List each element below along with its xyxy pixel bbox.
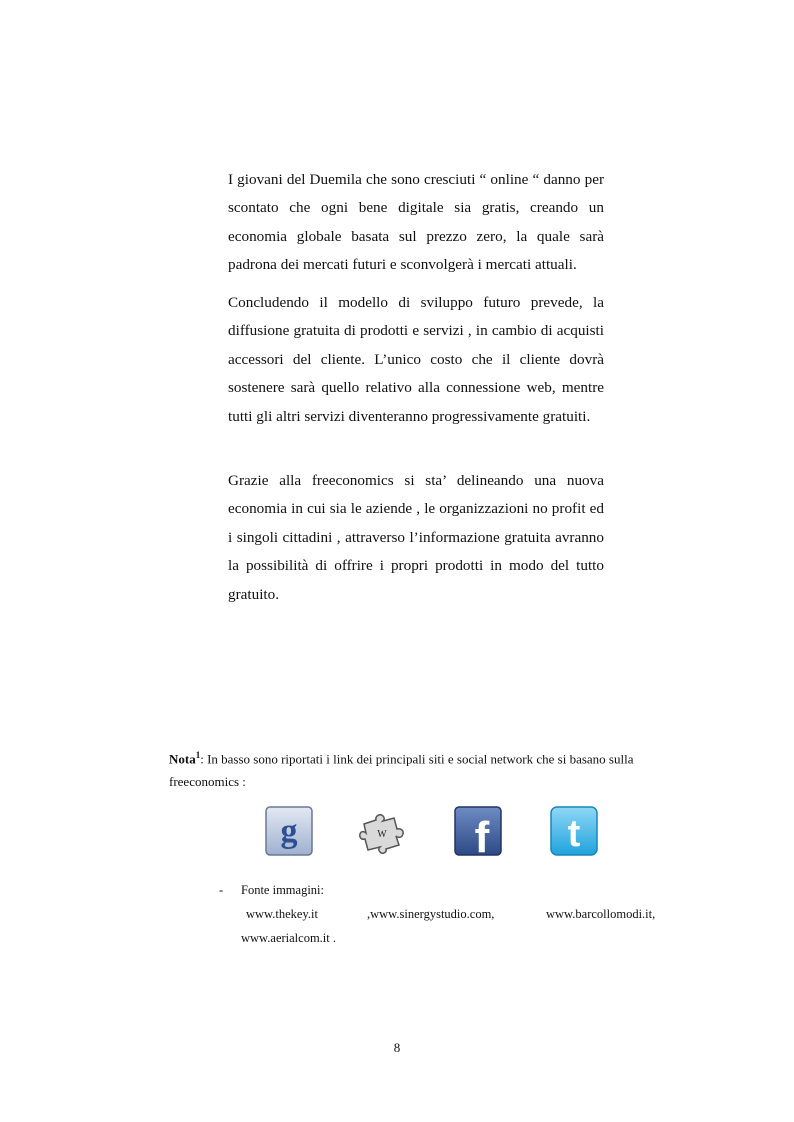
paragraph-2: Concludendo il modello di sviluppo futuro prevede, la diffusione gratuita di prodotti e servizi , in cambio di acquisti accessori del cliente. L’unico costo che il cliente dovrà sostenere sarà quello relativo alla connessione web, mentre tutti gli altri servizi diventeranno progressivamente gratuiti. xyxy=(228,294,604,425)
paragraph-3: Grazie alla freeconomics si sta’ delineando una nuova economia in cui sia le aziende , le organizzazioni no profit ed i singoli cittadini , attraverso l’informazione gratuita avranno la possibilità di offrire i propri prodotti in modo del tutto gratuito. xyxy=(228,472,604,603)
bullet-marker: - xyxy=(219,883,224,897)
footnote-text: : In basso sono riportati i link dei principali siti e social network che si basano sulla freeconomics : xyxy=(169,751,634,790)
svg-text:t: t xyxy=(567,813,581,855)
footnote-superscript: 1 xyxy=(195,750,201,760)
source-link-aerialcom[interactable]: www.aerialcom.it . xyxy=(241,931,336,945)
google-icon[interactable] xyxy=(265,806,313,856)
svg-text:W: W xyxy=(377,829,387,840)
source-link-thekey[interactable]: www.thekey.it xyxy=(246,907,318,921)
twitter-icon[interactable] xyxy=(550,806,598,856)
sources-line xyxy=(219,902,679,926)
icon-row xyxy=(0,806,794,858)
page-number: 8 xyxy=(393,1040,401,1055)
footnote-label: Nota xyxy=(169,751,196,767)
footnote xyxy=(169,744,663,793)
facebook-icon[interactable] xyxy=(454,806,502,856)
wikipedia-puzzle-icon[interactable] xyxy=(358,810,408,854)
svg-text:f: f xyxy=(474,813,490,856)
svg-text:g: g xyxy=(280,813,298,850)
source-link-sinergystudio[interactable]: ,www.sinergystudio.com, xyxy=(367,907,495,921)
source-link-barcollomodi[interactable]: www.barcollomodi.it, xyxy=(546,907,656,921)
sources-title: Fonte immagini: xyxy=(241,883,324,897)
paragraph-1: I giovani del Duemila che sono cresciuti “ online “ danno per scontato che ogni bene digitale sia gratis, creando un economia globale basata sul prezzo zero, la quale sarà padrona dei mercati futuri e sconvolgerà i mercati attuali. xyxy=(228,171,604,274)
